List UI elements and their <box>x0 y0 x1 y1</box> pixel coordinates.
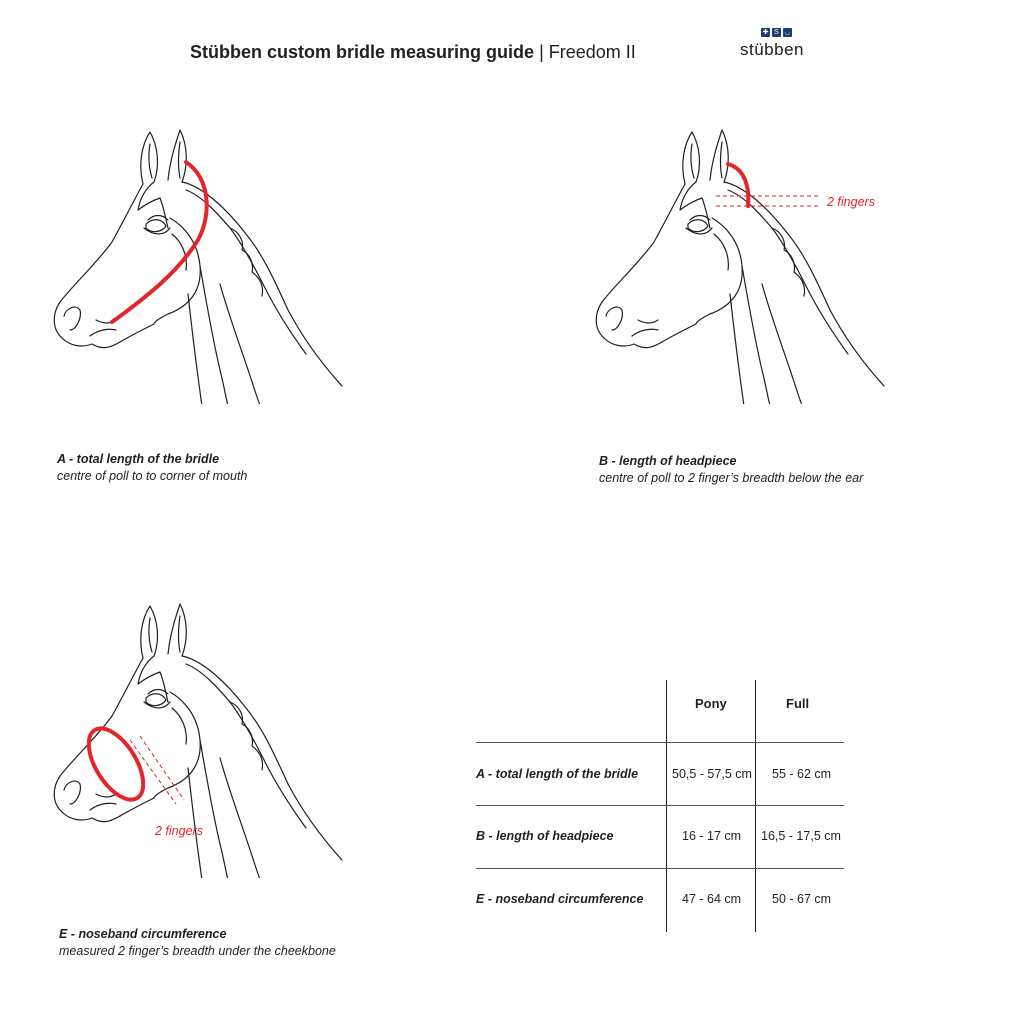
caption-a-desc: centre of poll to to corner of mouth <box>57 469 248 483</box>
horseshoe-icon: ◡ <box>784 29 791 36</box>
two-fingers-label-b: 2 fingers <box>827 195 875 209</box>
table-divider-2 <box>755 680 756 932</box>
title-main: Stübben custom bridle measuring guide <box>190 42 535 62</box>
row-label-e: E - noseband circumference <box>476 892 644 906</box>
table-rule-1 <box>476 805 844 806</box>
caption-e-desc: measured 2 finger’s breadth under the cheekbone <box>59 944 336 958</box>
logo-wordmark: stübben <box>740 40 804 59</box>
size-table <box>476 680 846 932</box>
table-rule-2 <box>476 868 844 869</box>
pony-value-b: 16 - 17 cm <box>682 829 742 843</box>
caption-b-title: B - length of headpiece <box>599 454 737 468</box>
table-divider-1 <box>666 680 667 932</box>
pony-value-a: 50,5 - 57,5 cm <box>672 767 752 781</box>
finger-guide-e2 <box>140 736 184 800</box>
horse-figure-a <box>50 124 360 404</box>
caption-a-title: A - total length of the bridle <box>57 452 220 466</box>
horse-figure-b <box>592 124 902 404</box>
two-fingers-label-e: 2 fingers <box>155 824 203 838</box>
caption-a <box>57 451 247 485</box>
column-header-full: Full <box>786 696 810 711</box>
pony-value-e: 47 - 64 cm <box>682 892 742 906</box>
title-separator: | <box>539 42 544 62</box>
title-product: Freedom II <box>548 42 636 62</box>
s-icon: S <box>772 28 781 37</box>
full-value-e: 50 - 67 cm <box>772 892 832 906</box>
noseband-loop <box>78 719 154 808</box>
stubben-logo <box>740 28 820 64</box>
column-header-pony: Pony <box>695 696 727 711</box>
row-label-b: B - length of headpiece <box>476 829 614 843</box>
finger-guide-e1 <box>130 740 176 804</box>
caption-e <box>59 926 336 960</box>
caption-e-title: E - noseband circumference <box>59 927 227 941</box>
caption-b <box>599 453 863 487</box>
full-value-b: 16,5 - 17,5 cm <box>761 829 841 843</box>
horse-figure-e <box>50 598 360 878</box>
page-title <box>190 42 636 63</box>
logo-icons <box>761 28 792 37</box>
row-label-a: A - total length of the bridle <box>476 767 639 781</box>
caption-b-desc: centre of poll to 2 finger’s breadth below the ear <box>599 471 864 485</box>
measure-line-b <box>728 164 748 206</box>
table-rule-header <box>476 742 844 743</box>
shield-icon: ✚ <box>762 29 769 36</box>
full-value-a: 55 - 62 cm <box>772 767 832 781</box>
